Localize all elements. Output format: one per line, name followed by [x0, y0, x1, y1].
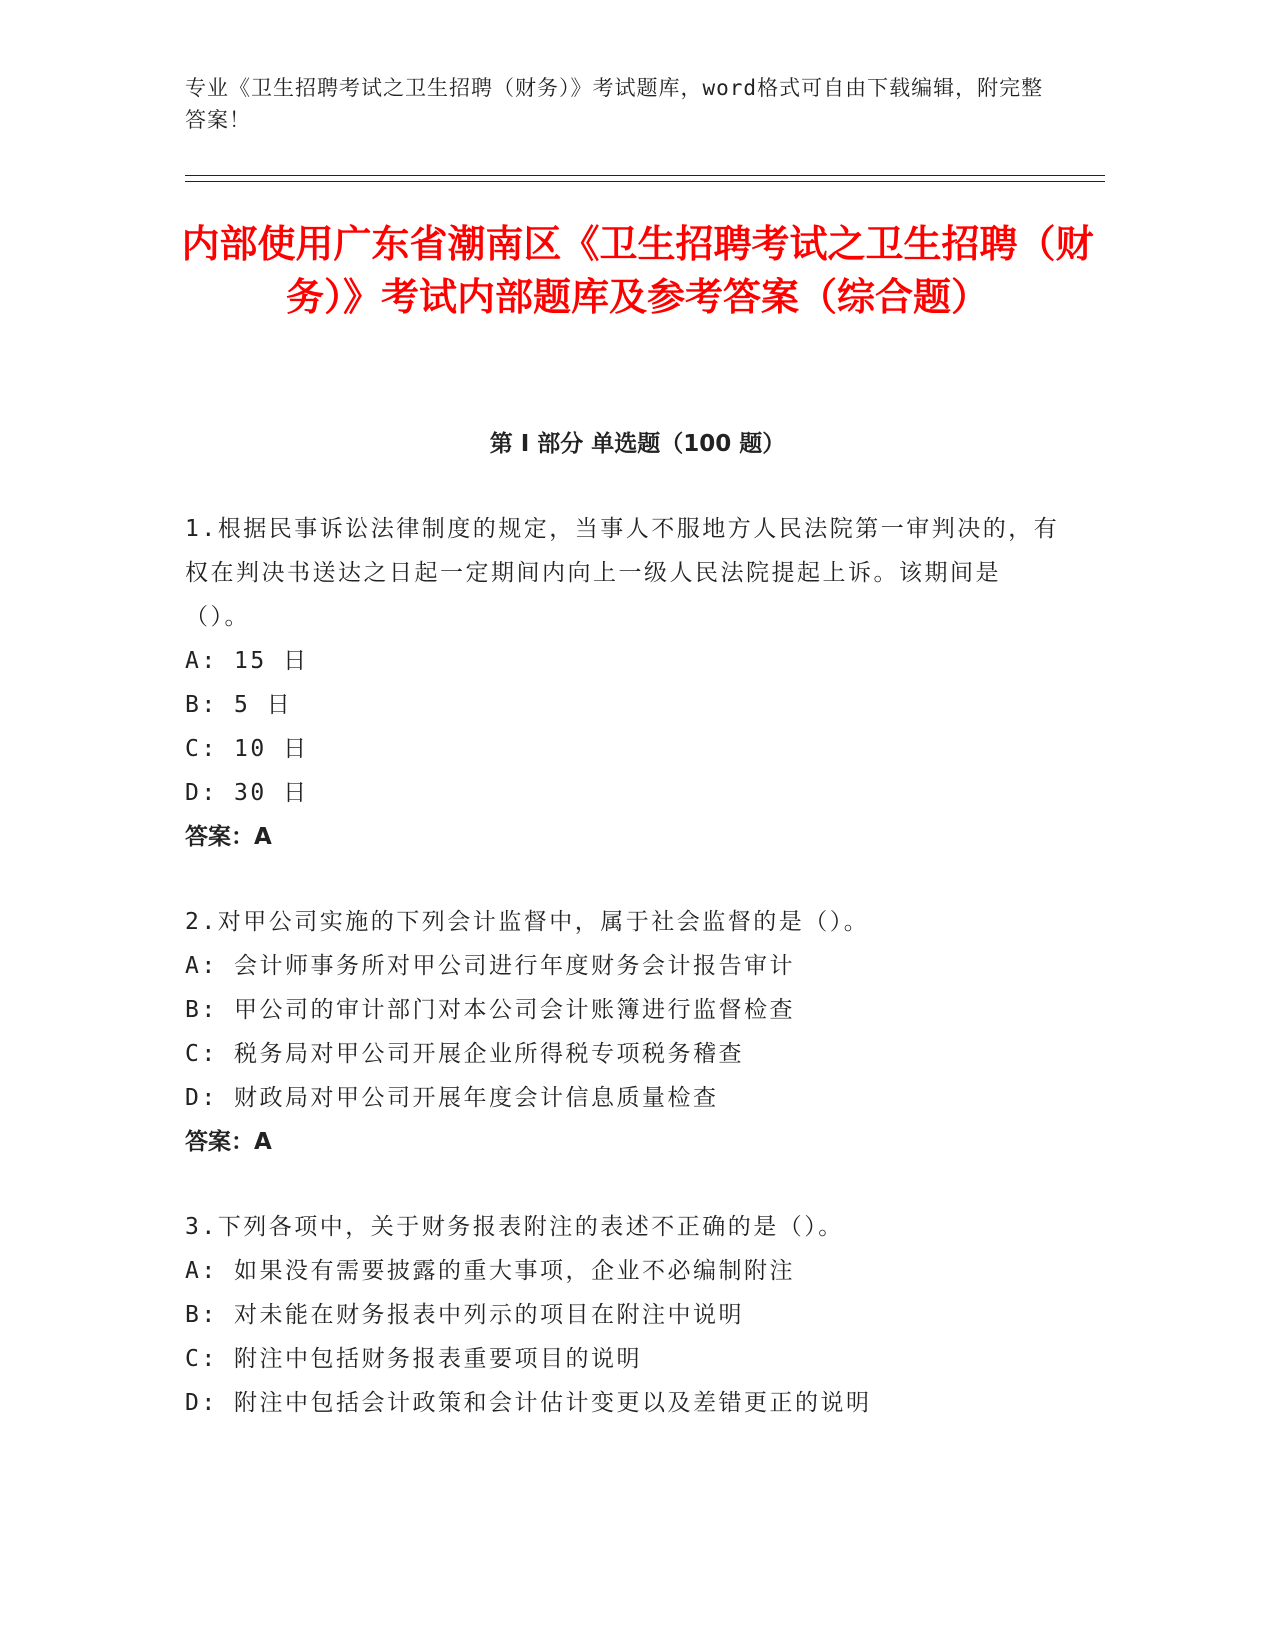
question-stem: 1.根据民事诉讼法律制度的规定，当事人不服地方人民法院第一审判决的，有权在判决书送达之日起一定期间内向上一级人民法院提起上诉。该期间是（）。	[185, 516, 1060, 630]
header-note: 专业《卫生招聘考试之卫生招聘（财务）》考试题库，word格式可自由下载编辑，附完整答案！	[185, 76, 1044, 132]
section-heading: 第 I 部分 单选题（100 题）	[489, 431, 786, 457]
option-b: B: 对未能在财务报表中列示的项目在附注中说明	[185, 1302, 745, 1328]
option-b: B: 甲公司的审计部门对本公司会计账簿进行监督检查	[185, 997, 796, 1023]
option-d: D: 附注中包括会计政策和会计估计变更以及差错更正的说明	[185, 1390, 872, 1416]
document-title: 内部使用广东省潮南区《卫生招聘考试之卫生招聘（财务）》考试内部题库及参考答案（综合题）	[181, 222, 1094, 319]
question-stem: 3.下列各项中，关于财务报表附注的表述不正确的是（）。	[185, 1214, 844, 1240]
option-a: A: 15 日	[185, 648, 309, 674]
question-1	[185, 507, 1065, 859]
header-divider-bottom	[185, 181, 1105, 182]
option-b: B: 5 日	[185, 692, 293, 718]
option-a: A: 如果没有需要披露的重大事项，企业不必编制附注	[185, 1258, 796, 1284]
question-3	[185, 1205, 1065, 1425]
header-divider-top	[185, 175, 1105, 176]
option-c: C: 附注中包括财务报表重要项目的说明	[185, 1346, 643, 1372]
option-d: D: 财政局对甲公司开展年度会计信息质量检查	[185, 1085, 719, 1111]
option-c: C: 税务局对甲公司开展企业所得税专项税务稽查	[185, 1041, 745, 1067]
answer: 答案：A	[185, 1129, 272, 1155]
option-d: D: 30 日	[185, 780, 309, 806]
question-stem: 2.对甲公司实施的下列会计监督中，属于社会监督的是（）。	[185, 909, 870, 935]
option-c: C: 10 日	[185, 736, 309, 762]
option-a: A: 会计师事务所对甲公司进行年度财务会计报告审计	[185, 953, 796, 979]
question-2	[185, 900, 1065, 1164]
answer: 答案：A	[185, 824, 272, 850]
